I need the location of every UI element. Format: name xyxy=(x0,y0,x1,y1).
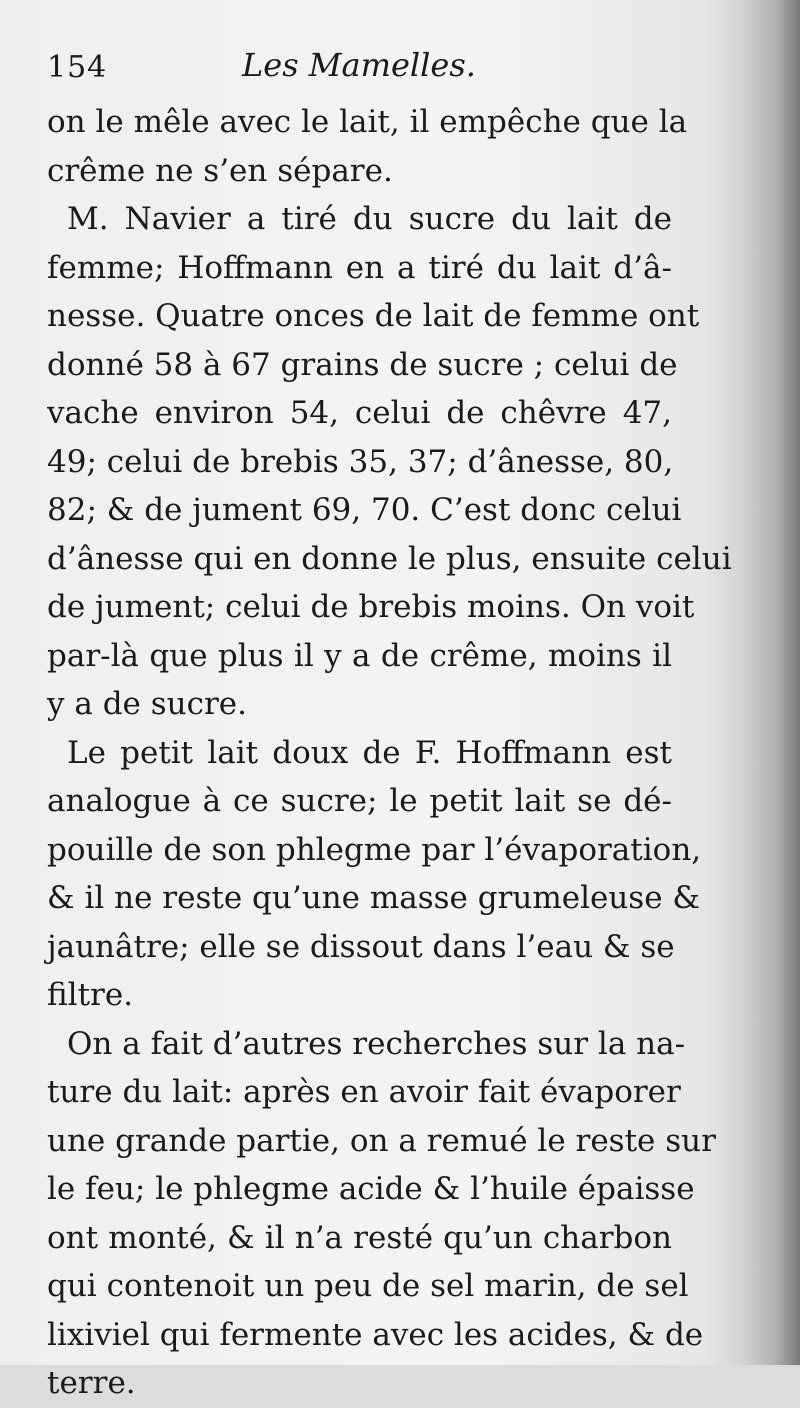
text-line: On a fait d’autres recherches sur la na- xyxy=(67,1025,686,1062)
text-line: M. Navier a tiré du sucre du lait de xyxy=(67,201,672,237)
text-line: lixiviel qui fermente avec les acides, & de xyxy=(47,1316,704,1353)
page-gutter-shadow xyxy=(740,0,800,1365)
body-text xyxy=(47,98,732,1408)
text-line: pouille de son phlegme par l’évaporation, xyxy=(47,831,702,868)
text-line: le feu; le phlegme acide & l’huile épaisse xyxy=(47,1171,695,1207)
text-line: d’ânesse qui en donne le plus, ensuite celui xyxy=(47,540,732,577)
text-line: & il ne reste qu’une masse grumeleuse & xyxy=(47,880,701,916)
text-line: ont monté, & il n’a resté qu’un charbon xyxy=(47,1219,672,1256)
text-line: 82; & de jument 69, 70. C’est donc celui xyxy=(47,492,682,528)
text-line: Le petit lait doux de F. Hoffmann est xyxy=(67,734,672,771)
text-line: y a de sucre. xyxy=(47,686,248,722)
text-line: nesse. Quatre onces de lait de femme ont xyxy=(47,298,700,334)
text-line: 49; celui de brebis 35, 37; d’ânesse, 80, xyxy=(47,443,674,480)
page-header xyxy=(47,40,677,98)
text-line: ture du lait: après en avoir fait évaporer xyxy=(47,1074,681,1110)
text-line: qui contenoit un peu de sel marin, de sel xyxy=(47,1268,689,1304)
text-line: par-là que plus il y a de crême, moins il xyxy=(47,637,672,674)
page-number: 154 xyxy=(47,50,108,85)
text-line: analogue à ce sucre; le petit lait se dé- xyxy=(47,783,672,819)
text-line: filtre. xyxy=(47,977,134,1013)
text-line: on le mêle avec le lait, il empêche que la xyxy=(47,104,688,140)
running-title: Les Mamelles. xyxy=(242,46,476,84)
text-line: jaunâtre; elle se dissout dans l’eau & se xyxy=(47,928,675,965)
text-line: vache environ 54, celui de chêvre 47, xyxy=(47,395,672,431)
text-line: une grande partie, on a remué le reste sur xyxy=(47,1122,716,1159)
text-line: femme; Hoffmann en a tiré du lait d’â- xyxy=(47,249,672,286)
text-line: terre. xyxy=(47,1365,136,1401)
page-text-block xyxy=(47,40,732,1408)
text-line: donné 58 à 67 grains de sucre ; celui de xyxy=(47,346,678,383)
text-line: crême ne s’en sépare. xyxy=(47,152,393,189)
text-line: de jument; celui de brebis moins. On voit xyxy=(47,589,695,625)
